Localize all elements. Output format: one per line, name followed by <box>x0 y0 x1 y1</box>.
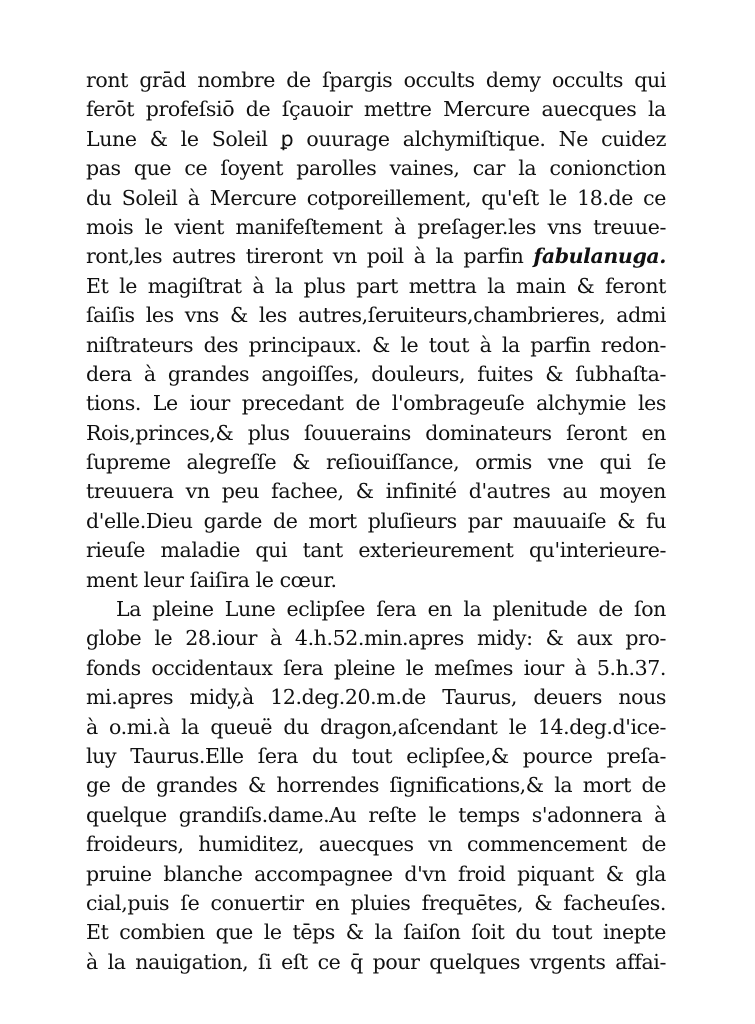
text-line: à la nauigation, ſi eſt ce q̄ pour quelques vrgents affai- <box>86 949 666 974</box>
text-line: ſaiſis les vns & les autres,ſeruiteurs,chambrieres, admi <box>86 303 666 328</box>
body-text <box>86 66 666 977</box>
text-line: froideurs, humiditez, auecques vn commencement de <box>86 832 666 857</box>
text-line: Lune & le Soleil ꝑ ouurage alchymiſtique. Ne cuidez <box>86 126 666 151</box>
text-line: niſtrateurs des principaux. & le tout à la parfin redon- <box>86 332 666 357</box>
text-line: Et combien que le tēps & la ſaiſon ſoit du tout inepte <box>86 920 666 945</box>
text-line: pas que ce ſoyent parolles vaines, car la conionction <box>86 156 666 181</box>
text-line: mois le vient manifeſtement à preſager.les vns treuue- <box>86 214 666 239</box>
text-line: fonds occidentaux ſera pleine le meſmes iour à 5.h.37. <box>86 655 666 680</box>
text-line: du Soleil à Mercure cotporeillement, qu'eſt le 18.de ce <box>86 185 666 210</box>
text-line: ge de grandes & horrendes ſignifications,& la mort de <box>86 773 666 798</box>
text-line: d'elle.Dieu garde de mort pluſieurs par mauuaiſe & fu <box>86 508 666 533</box>
text-line: ſupreme alegreſſe & reſiouiſſance, ormis vne qui ſe <box>86 450 666 475</box>
text-line: à o.mi.à la queuë du dragon,aſcendant le 14.deg.d'ice- <box>86 714 666 739</box>
text-line: Rois,princes,& plus ſouuerains dominateurs ſeront en <box>86 420 666 445</box>
text-line: dera à grandes angoiſſes, douleurs, fuites & ſubhaſta- <box>86 361 666 386</box>
text-line: luy Taurus.Elle ſera du tout eclipſee,& pource preſa- <box>86 743 666 768</box>
text-line: pruine blanche accompagnee d'vn froid piquant & gla <box>86 861 666 886</box>
text-line: ment leur ſaiſira le cœur. <box>86 567 337 592</box>
text-line: tions. Le iour precedant de l'ombrageuſe alchymie les <box>86 391 666 416</box>
text-line: rieuſe maladie qui tant exterieurement qu'interieure- <box>86 538 666 563</box>
text-line: treuuera vn peu fachee, & infinité d'autres au moyen <box>86 479 666 504</box>
text-line: ferōt profeſsiō de ſçauoir mettre Mercure auecques la <box>86 97 666 122</box>
text-line: quelque grandiſs.dame.Au reſte le temps s'adonnera à <box>86 802 666 827</box>
text-line: cial,puis ſe conuertir en pluies frequētes, & facheuſes. <box>86 890 666 915</box>
text-line: globe le 28.iour à 4.h.52.min.apres midy: & aux pro- <box>86 626 666 651</box>
paragraph-first-line: La pleine Lune eclipſee ſera en la plenitude de ſon <box>116 597 666 622</box>
italic-phrase: fabulanuga. <box>533 244 666 269</box>
text-line <box>86 242 666 271</box>
text-line-roman: ront,les autres tireront vn poil à la parfin <box>86 244 534 269</box>
text-line: ront grād nombre de ſpargis occults demy occults qui <box>86 68 666 92</box>
text-line: mi.apres midy,à 12.deg.20.m.de Taurus, deuers nous <box>86 685 666 710</box>
text-line: Et le magiſtrat à la plus part mettra la main & feront <box>86 273 666 298</box>
